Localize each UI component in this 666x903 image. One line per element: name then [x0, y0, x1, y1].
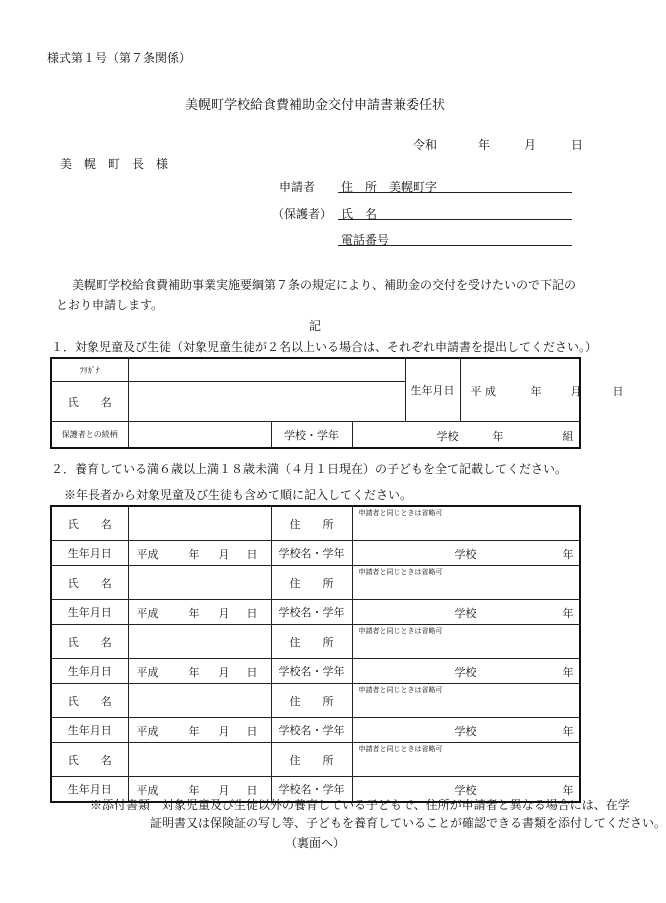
child-birthdate-field[interactable] — [128, 659, 271, 684]
school-grade-field[interactable] — [352, 422, 580, 449]
same-address-note: 申請者と同じときは省略可 — [358, 627, 443, 635]
child-birth-month: 月 — [218, 784, 230, 797]
child-address-field[interactable] — [352, 506, 580, 541]
child-birth-month: 月 — [218, 548, 230, 561]
child-name-label: 氏 名 — [51, 684, 128, 718]
child-school-suffix: 学校 — [454, 548, 477, 561]
child-school-label: 学校名・学年 — [271, 541, 352, 566]
child-birth-era: 平成 — [136, 548, 159, 561]
child-birth-era: 平成 — [136, 607, 159, 620]
child-school-label: 学校名・学年 — [271, 600, 352, 625]
date-era: 令和 — [413, 138, 438, 152]
birthdate-field[interactable] — [461, 359, 624, 421]
guardian-label: （保護者） — [272, 207, 333, 221]
child-birth-day: 日 — [246, 784, 258, 797]
birthdate-era: 平 成 — [470, 385, 496, 398]
child-birth-day: 日 — [246, 548, 258, 561]
child-row — [51, 566, 580, 600]
child-birthdate-field[interactable] — [128, 541, 271, 566]
child-school-field[interactable] — [352, 659, 580, 684]
child-name-label: 氏 名 — [51, 743, 128, 777]
child-name-field[interactable] — [128, 684, 271, 718]
child-address-label: 住 所 — [271, 506, 352, 541]
child-address-field[interactable] — [352, 566, 580, 600]
child-birth-month: 月 — [218, 607, 230, 620]
furigana-field[interactable] — [128, 358, 405, 382]
same-address-note: 申請者と同じときは省略可 — [358, 745, 443, 753]
child-row — [51, 541, 580, 566]
child-birth-month: 月 — [218, 725, 230, 738]
child-birth-day: 日 — [246, 666, 258, 679]
child-address-label: 住 所 — [271, 566, 352, 600]
child-row — [51, 684, 580, 718]
class-suffix: 組 — [562, 430, 574, 443]
child-birthdate-label: 生年月日 — [51, 777, 128, 803]
same-address-note: 申請者と同じときは省略可 — [358, 568, 443, 576]
child-birth-day: 日 — [246, 607, 258, 620]
child-address-label: 住 所 — [271, 625, 352, 659]
child-address-field[interactable] — [352, 684, 580, 718]
child-name-label: 氏 名 — [51, 566, 128, 600]
address-line[interactable] — [338, 192, 572, 193]
body-text-line1: 美幌町学校給食費補助事業実施要綱第７条の規定により、補助金の交付を受けたいので下記の — [72, 278, 577, 292]
child-grade-suffix: 年 — [562, 784, 574, 797]
child-birth-year: 年 — [188, 725, 200, 738]
child-grade-suffix: 年 — [562, 548, 574, 561]
birthdate-month: 月 — [570, 385, 582, 398]
child-school-suffix: 学校 — [454, 725, 477, 738]
child-birth-era: 平成 — [136, 784, 159, 797]
section1-heading: １．対象児童及び生徒（対象児童生徒が２名以上いる場合は、それぞれ申請書を提出してください。） — [51, 340, 598, 354]
children-table — [50, 505, 581, 803]
attachment-line1: ※添付書類 対象児童及び生徒以外の養育している子どもで、住所が申請者と異なる場合には、在学 — [90, 798, 630, 812]
child-school-label: 学校名・学年 — [271, 718, 352, 743]
child-address-field[interactable] — [352, 625, 580, 659]
child-birth-era: 平成 — [136, 666, 159, 679]
date-month: 月 — [524, 138, 537, 152]
child-birth-year: 年 — [188, 784, 200, 797]
child-name-field[interactable] — [128, 506, 271, 541]
child-birthdate-label: 生年月日 — [51, 541, 128, 566]
date-year: 年 — [478, 138, 491, 152]
section2-note: ※年長者から対象児童及び生徒も含めて順に記入してください。 — [64, 488, 413, 502]
child-row — [51, 743, 580, 777]
child-school-label: 学校名・学年 — [271, 777, 352, 803]
child-school-suffix: 学校 — [454, 784, 477, 797]
child-row — [51, 600, 580, 625]
child-grade-suffix: 年 — [562, 725, 574, 738]
child-row — [51, 506, 580, 541]
address-value: 美幌町字 — [389, 180, 438, 194]
back-note: （裏面へ） — [284, 836, 345, 850]
date-day: 日 — [571, 138, 584, 152]
child-birth-year: 年 — [188, 666, 200, 679]
section2-heading: ２．養育している満６歳以上満１８歳未満（４月１日現在）の子どもを全て記載してください。 — [51, 462, 568, 476]
name-field[interactable] — [128, 382, 405, 422]
child-school-field[interactable] — [352, 718, 580, 743]
target-child-table — [50, 357, 624, 449]
child-address-label: 住 所 — [271, 743, 352, 777]
address-label: 住 所 — [341, 180, 378, 194]
child-address-field[interactable] — [352, 743, 580, 777]
furigana-label: ﾌﾘｶﾞﾅ — [51, 358, 128, 382]
phone-label: 電話番号 — [341, 233, 390, 247]
child-school-suffix: 学校 — [454, 607, 477, 620]
child-name-field[interactable] — [128, 566, 271, 600]
school-grade-label: 学校・学年 — [271, 422, 352, 449]
child-name-field[interactable] — [128, 743, 271, 777]
child-birth-day: 日 — [246, 725, 258, 738]
child-grade-suffix: 年 — [562, 607, 574, 620]
name-label: 氏 名 — [341, 207, 378, 221]
child-school-label: 学校名・学年 — [271, 659, 352, 684]
child-grade-suffix: 年 — [562, 666, 574, 679]
child-name-label: 氏 名 — [51, 506, 128, 541]
child-address-label: 住 所 — [271, 684, 352, 718]
addressee: 美 幌 町 長 様 — [60, 157, 169, 171]
child-row — [51, 659, 580, 684]
relation-field[interactable] — [128, 422, 271, 449]
child-birthdate-field[interactable] — [128, 600, 271, 625]
grade-suffix: 年 — [492, 430, 504, 443]
child-school-field[interactable] — [352, 600, 580, 625]
child-birthdate-field[interactable] — [128, 718, 271, 743]
child-birth-era: 平成 — [136, 725, 159, 738]
child-birth-year: 年 — [188, 607, 200, 620]
child-row — [51, 625, 580, 659]
name-line[interactable] — [338, 219, 572, 220]
child-birth-year: 年 — [188, 548, 200, 561]
same-address-note: 申請者と同じときは省略可 — [358, 686, 443, 694]
child-school-suffix: 学校 — [454, 666, 477, 679]
child-name-label: 氏 名 — [51, 625, 128, 659]
attachment-line2: 証明書又は保険証の写し等、子どもを養育していることが確認できる書類を添付してください。 — [150, 816, 666, 830]
document-title: 美幌町学校給食費補助金交付申請書兼委任状 — [184, 98, 445, 113]
school-suffix: 学校 — [436, 430, 459, 443]
phone-line[interactable] — [338, 245, 572, 246]
form-number: 様式第１号（第７条関係） — [47, 51, 192, 65]
birthdate-year: 年 — [530, 385, 542, 398]
child-birthdate-label: 生年月日 — [51, 718, 128, 743]
same-address-note: 申請者と同じときは省略可 — [358, 509, 443, 517]
name-label: 氏 名 — [51, 382, 128, 422]
ki-heading: 記 — [309, 319, 322, 333]
child-birthdate-label: 生年月日 — [51, 600, 128, 625]
body-text-line2: とおり申請します。 — [56, 298, 164, 312]
applicant-label: 申請者 — [279, 180, 316, 194]
child-name-field[interactable] — [128, 625, 271, 659]
child-birth-month: 月 — [218, 666, 230, 679]
birthdate-label: 生年月日 — [406, 359, 461, 421]
birthdate-day: 日 — [612, 385, 624, 398]
child-row — [51, 718, 580, 743]
child-birthdate-label: 生年月日 — [51, 659, 128, 684]
child-school-field[interactable] — [352, 541, 580, 566]
relation-label: 保護者との続柄 — [51, 422, 128, 449]
